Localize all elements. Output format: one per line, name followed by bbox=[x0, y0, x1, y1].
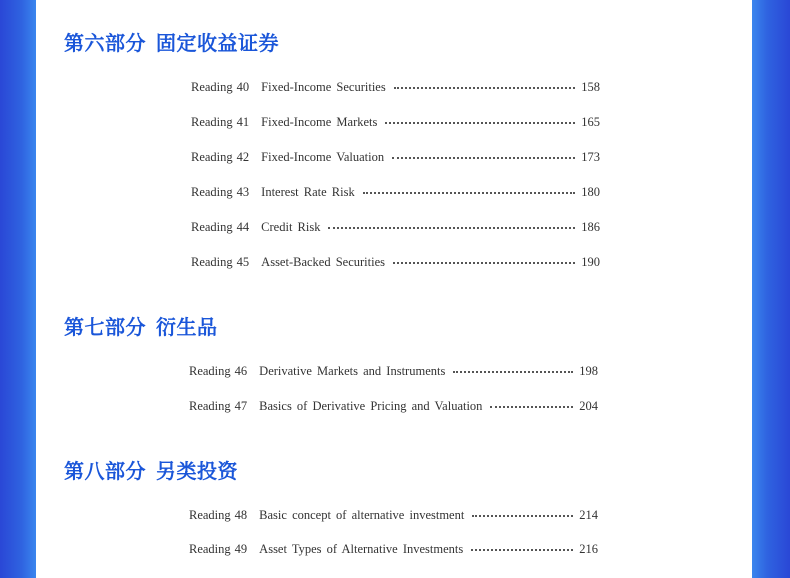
toc-entry[interactable] bbox=[191, 78, 600, 96]
section-part-label: 第六部分 bbox=[64, 31, 146, 55]
page-number: 186 bbox=[581, 220, 600, 234]
reading-label: Reading bbox=[191, 115, 233, 129]
dot-leader bbox=[471, 549, 573, 551]
dot-leader bbox=[394, 87, 576, 89]
reading-label: Reading bbox=[191, 80, 233, 94]
reading-title: Credit Risk bbox=[261, 220, 321, 234]
toc-entry[interactable] bbox=[189, 506, 598, 524]
dot-leader bbox=[490, 406, 573, 408]
reading-label: Reading bbox=[189, 364, 231, 378]
toc-entry[interactable] bbox=[191, 183, 600, 201]
toc-entry[interactable] bbox=[189, 397, 598, 415]
reading-label: Reading bbox=[189, 542, 231, 556]
reading-number: 44 bbox=[236, 220, 250, 234]
reading-number: 48 bbox=[234, 508, 248, 522]
reading-title: Interest Rate Risk bbox=[261, 185, 355, 199]
toc-entry[interactable] bbox=[191, 113, 600, 131]
page-number: 173 bbox=[581, 150, 600, 164]
reading-number: 45 bbox=[236, 255, 250, 269]
dot-leader bbox=[385, 122, 575, 124]
page-number: 165 bbox=[581, 115, 600, 129]
section-name: 另类投资 bbox=[156, 459, 238, 483]
left-blue-border bbox=[0, 0, 36, 578]
section-name: 衍生品 bbox=[156, 315, 218, 339]
dot-leader bbox=[472, 515, 573, 517]
page-number: 198 bbox=[579, 364, 598, 378]
reading-number: 40 bbox=[236, 80, 250, 94]
toc-entry[interactable] bbox=[191, 253, 600, 271]
reading-label: Reading bbox=[189, 399, 231, 413]
reading-number: 47 bbox=[234, 399, 248, 413]
toc-entry[interactable] bbox=[189, 362, 598, 380]
page-number: 190 bbox=[581, 255, 600, 269]
reading-label: Reading bbox=[189, 508, 231, 522]
reading-title: Asset-Backed Securities bbox=[261, 255, 386, 269]
reading-number: 41 bbox=[236, 115, 250, 129]
reading-label: Reading bbox=[191, 255, 233, 269]
section-part-label: 第八部分 bbox=[64, 459, 146, 483]
reading-number: 49 bbox=[234, 542, 248, 556]
reading-title: Asset Types of Alternative Investments bbox=[259, 542, 464, 556]
dot-leader bbox=[393, 262, 575, 264]
right-blue-border bbox=[752, 0, 790, 578]
page-number: 204 bbox=[579, 399, 598, 413]
page-number: 158 bbox=[581, 80, 600, 94]
section-title bbox=[64, 314, 218, 340]
dot-leader bbox=[453, 371, 573, 373]
reading-title: Basics of Derivative Pricing and Valuation bbox=[259, 399, 483, 413]
section-title bbox=[64, 458, 238, 484]
section-part-label: 第七部分 bbox=[64, 315, 146, 339]
reading-title: Fixed-Income Markets bbox=[261, 115, 378, 129]
toc-entry[interactable] bbox=[189, 540, 598, 558]
toc-entry[interactable] bbox=[191, 148, 600, 166]
page-number: 214 bbox=[579, 508, 598, 522]
reading-label: Reading bbox=[191, 150, 233, 164]
dot-leader bbox=[392, 157, 575, 159]
page-number: 180 bbox=[581, 185, 600, 199]
reading-label: Reading bbox=[191, 220, 233, 234]
toc-entry[interactable] bbox=[191, 218, 600, 236]
page-number: 216 bbox=[579, 542, 598, 556]
section-title bbox=[64, 30, 279, 56]
reading-title: Fixed-Income Securities bbox=[261, 80, 386, 94]
reading-number: 42 bbox=[236, 150, 250, 164]
reading-title: Fixed-Income Valuation bbox=[261, 150, 385, 164]
dot-leader bbox=[328, 227, 575, 229]
section-name: 固定收益证券 bbox=[156, 31, 279, 55]
reading-label: Reading bbox=[191, 185, 233, 199]
reading-title: Derivative Markets and Instruments bbox=[259, 364, 446, 378]
reading-number: 46 bbox=[234, 364, 248, 378]
dot-leader bbox=[363, 192, 576, 194]
reading-number: 43 bbox=[236, 185, 250, 199]
reading-title: Basic concept of alternative investment bbox=[259, 508, 465, 522]
